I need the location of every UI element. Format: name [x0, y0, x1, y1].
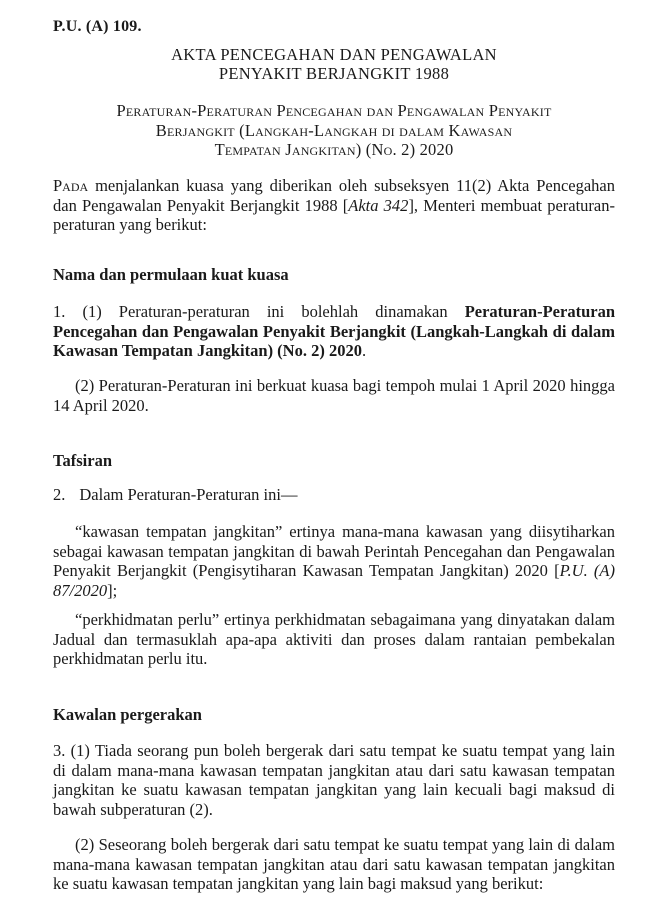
section-heading: Kawalan pergerakan [53, 705, 202, 724]
section-heading: Nama dan permulaan kuat kuasa [53, 265, 289, 284]
regulation-citation-name: Peraturan-Peraturan Pencegahan dan Pengawalan Penyakit Berjangkit (Langkah-Langkah di dalam Kawasan Tempatan Jangkitan) (No. 2) 2020 [53, 302, 615, 361]
punctuation: ]; [107, 581, 118, 601]
regulation-title-line: Berjangkit (Langkah-Langkah di dalam Kawasan [155, 120, 513, 140]
subsection-text: (2) Peraturan-Peraturan ini berkuat kuasa bagi tempoh mulai 1 April 2020 hingga 14 April 2020. [53, 376, 615, 415]
section-number: 2. [53, 485, 66, 504]
punctuation: . [361, 341, 367, 361]
preamble-lead-word: Pada [53, 176, 89, 195]
section-intro-text: Dalam Peraturan-Peraturan ini— [79, 485, 298, 504]
section-heading: Tafsiran [53, 451, 112, 470]
subsection-text: 1. (1) Peraturan-peraturan ini bolehlah dinamakan [53, 302, 465, 321]
subsection-text: (2) Seseorang boleh bergerak dari satu tempat ke suatu tempat yang lain di dalam mana-mana kawasan tempatan jangkitan atau dari satu kawasan tempatan jangkitan ke suatu kawasan tempatan jangkitan yang lain bagi maksud yang berikut: [53, 835, 615, 894]
act-title-line: AKTA PENCEGAHAN DAN PENGAWALAN [171, 45, 497, 64]
section-3-subsection-2 [53, 835, 615, 894]
subsection-text: 3. (1) Tiada seorang pun boleh bergerak dari satu tempat ke suatu tempat yang lain di dalam mana-mana kawasan tempatan jangkitan atau dari satu kawasan tempatan jangkitan ke suatu kawasan tempatan jangkitan yang lain kecuali bagi maksud di bawah subperaturan (2). [53, 741, 615, 820]
section-1-subsection-1 [53, 302, 615, 361]
definition-kawasan-tempatan-jangkitan [53, 522, 615, 601]
definition-text: “perkhidmatan perlu” ertinya perkhidmatan sebagaimana yang dinyatakan dalam Jadual dan termasuklah apa-apa aktiviti dan proses dalam rantaian pembekalan perkhidmatan perlu itu. [53, 610, 615, 669]
regulation-title-line: Peraturan-Peraturan Pencegahan dan Pengawalan Penyakit [116, 101, 552, 120]
act-title [53, 45, 615, 83]
regulation-title [53, 101, 615, 160]
act-reference: Akta 342 [348, 195, 409, 215]
definition-perkhidmatan-perlu [53, 610, 615, 669]
definition-text: “kawasan tempatan jangkitan” ertinya mana-mana kawasan yang diisytiharkan sebagai kawasan tempatan jangkitan di bawah Perintah Pencegahan dan Pengawalan Penyakit Berjangkit (Pengisytiharan Kawasan Tempatan Jangkitan) 2020 [ [53, 522, 615, 581]
pu-reference: P.U. (A) 109. [53, 18, 142, 35]
preamble-text: menjalankan kuasa yang diberikan oleh subseksyen 11(2) Akta Pencegahan dan Pengawalan Penyakit Berjangkit 1988 [ [53, 176, 615, 215]
preamble-text-end: ], Menteri membuat peraturan-peraturan yang berikut: [53, 195, 615, 235]
section-3-subsection-1 [53, 741, 615, 820]
section-2-intro [53, 485, 615, 505]
preamble [53, 176, 615, 235]
act-title-line: PENYAKIT BERJANGKIT 1988 [218, 64, 450, 83]
pu-a-reference: P.U. (A) 87/2020 [53, 561, 616, 601]
regulation-title-line: Tempatan Jangkitan) (No. 2) 2020 [214, 140, 454, 159]
section-1-subsection-2 [53, 376, 615, 415]
